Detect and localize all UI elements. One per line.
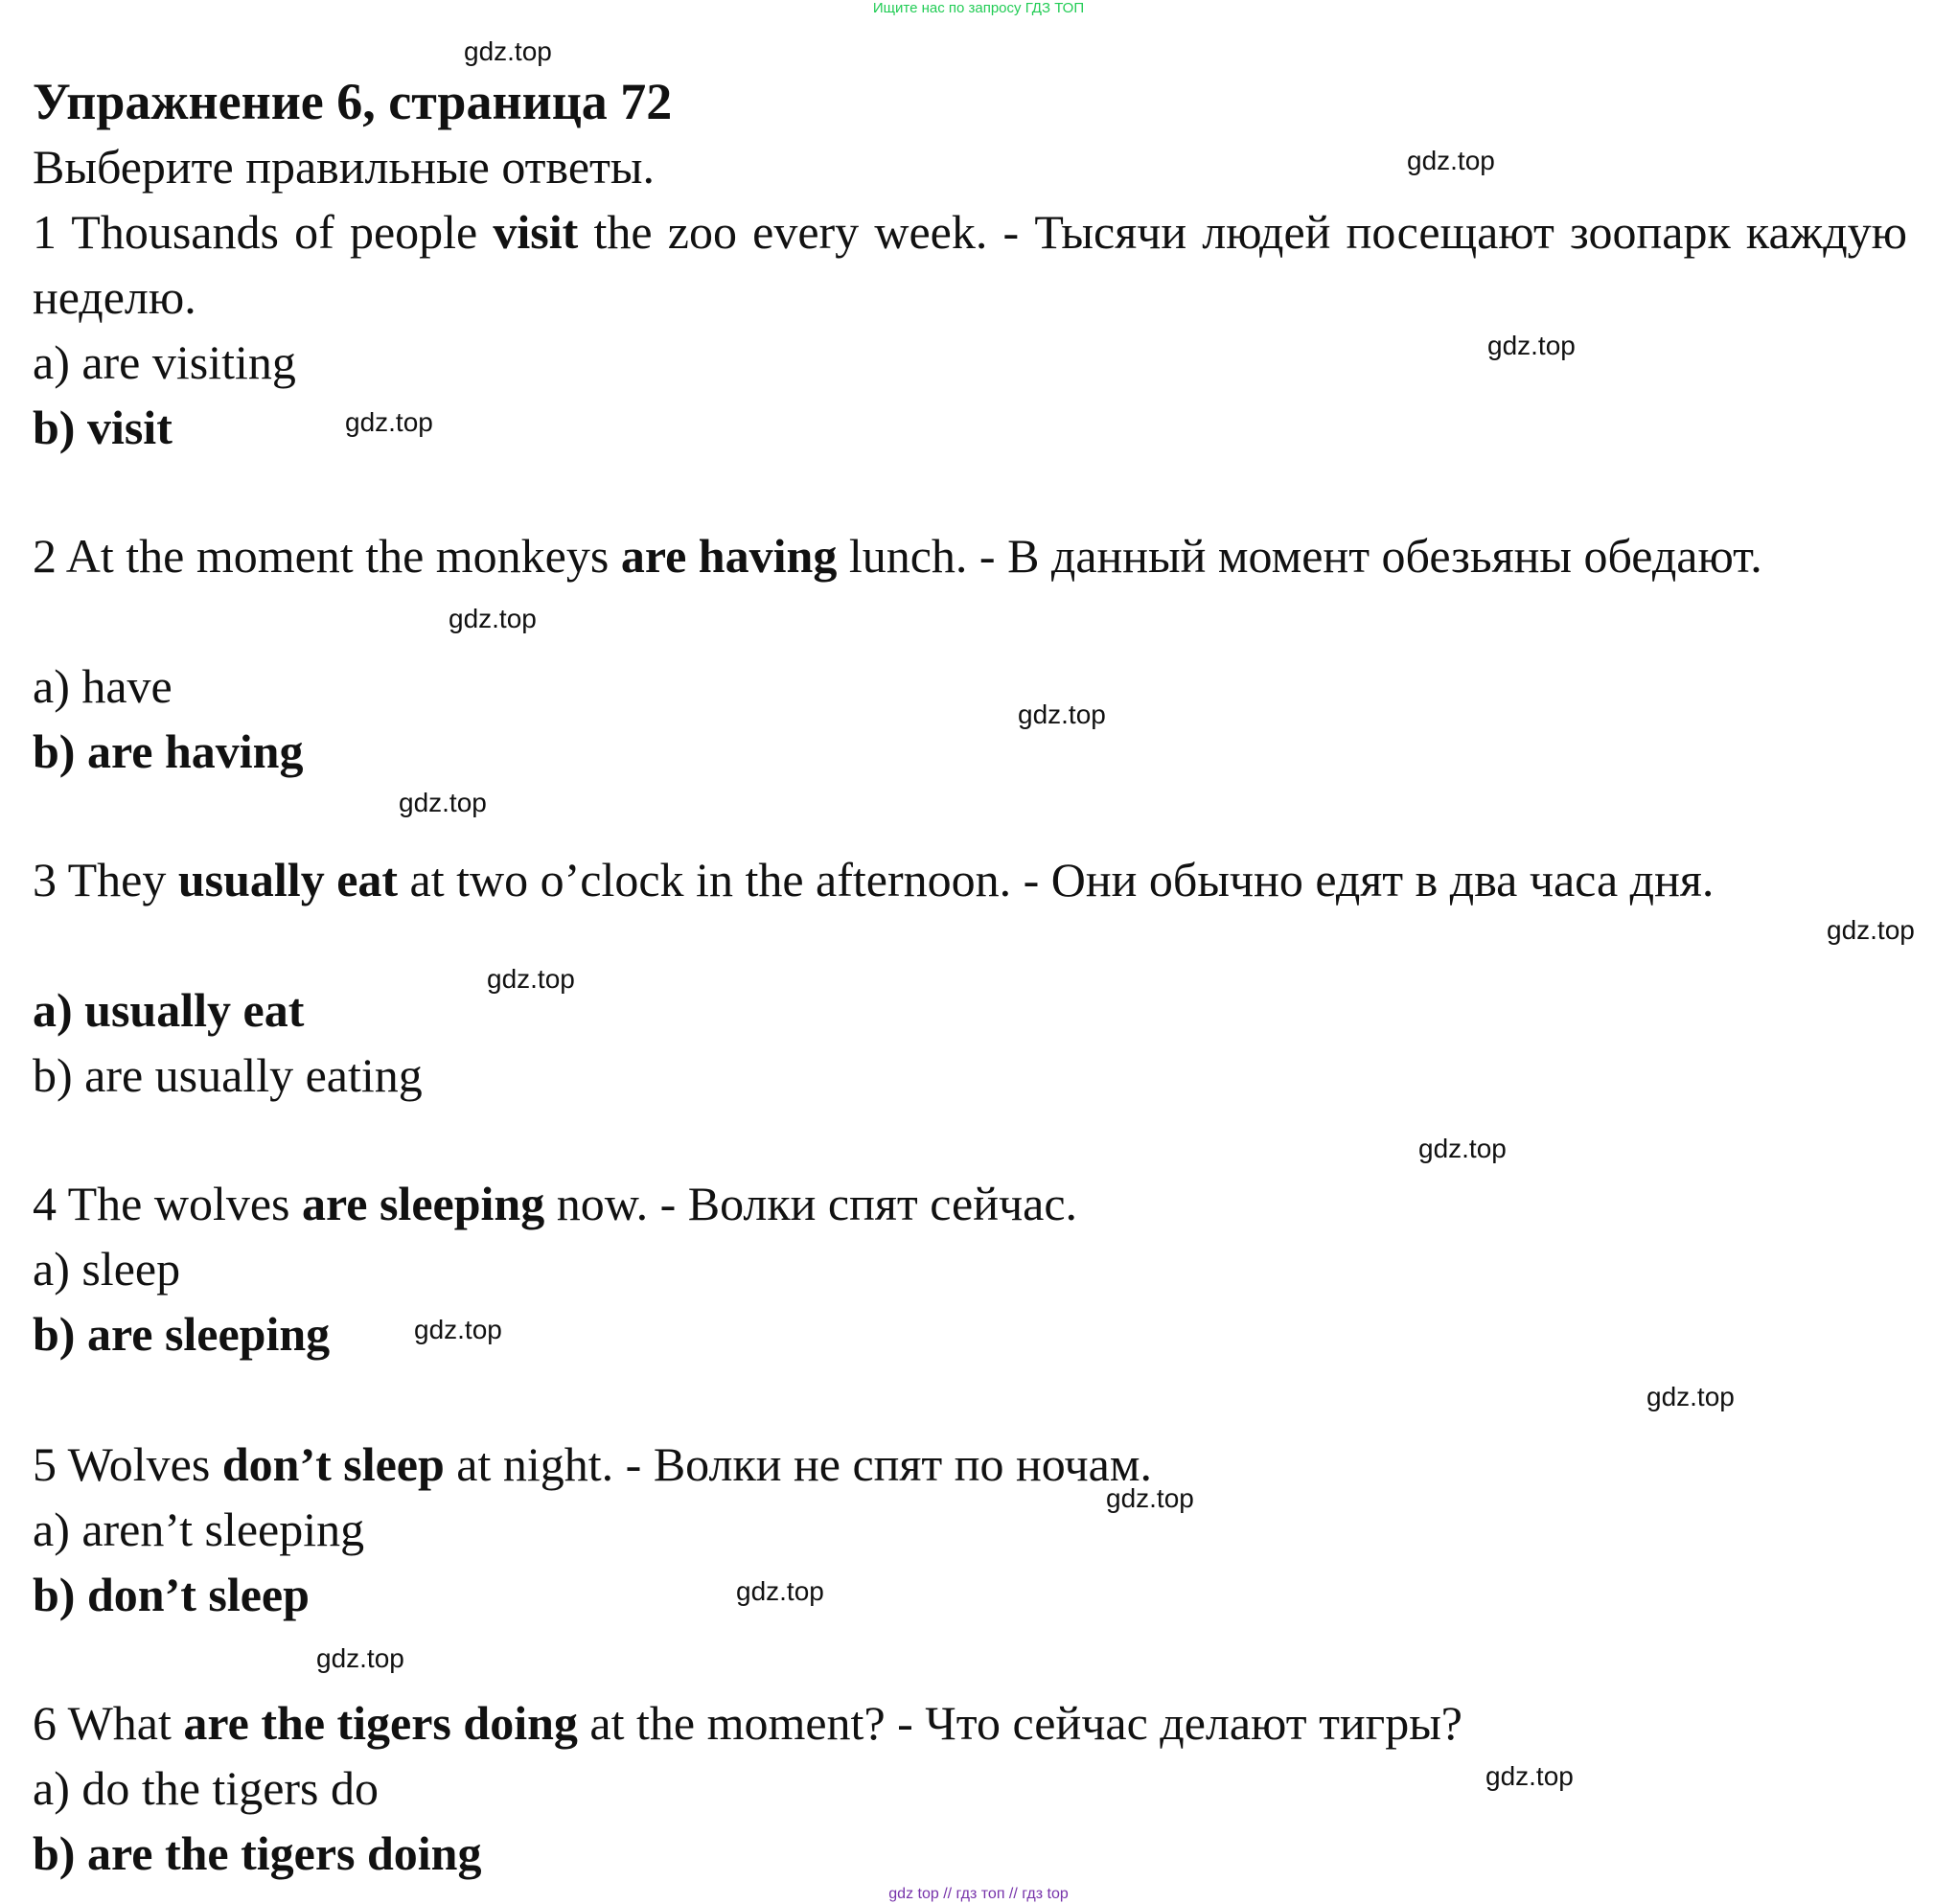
watermark: gdz.top bbox=[1106, 1483, 1194, 1513]
watermark: gdz.top bbox=[316, 1643, 404, 1673]
watermark: gdz.top bbox=[345, 407, 433, 437]
question-2-option-a: a) have bbox=[33, 659, 173, 713]
question-1-option-a: a) are visiting bbox=[33, 335, 296, 389]
answer-highlight: usually eat bbox=[177, 853, 399, 906]
question-6-option-b: b) are the tigers doing bbox=[33, 1826, 482, 1880]
watermark: gdz.top bbox=[449, 604, 537, 633]
watermark: gdz.top bbox=[1418, 1134, 1507, 1163]
watermark: gdz.top bbox=[487, 964, 575, 994]
question-6-option-a: a) do the tigers do bbox=[33, 1761, 380, 1815]
watermark: gdz.top bbox=[1018, 700, 1106, 729]
question-3-option-a: a) usually eat bbox=[33, 983, 305, 1037]
watermark: gdz.top bbox=[1485, 1761, 1574, 1791]
answer-highlight: visit bbox=[493, 205, 579, 259]
question-2-option-b: b) are having bbox=[33, 724, 304, 778]
question-4: 4 The wolves are sleeping now. - Волки спят сейчас. bbox=[33, 1177, 1078, 1230]
answer-highlight: are the tigers doing bbox=[183, 1696, 578, 1750]
watermark: gdz.top bbox=[736, 1576, 824, 1606]
question-5-option-b: b) don’t sleep bbox=[33, 1568, 310, 1621]
watermark: gdz.top bbox=[399, 788, 487, 817]
question-1: 1 Thousands of people visit the zoo every week. - Тысячи людей посещают зоопарк каждую неделю. bbox=[33, 205, 1907, 324]
question-4-option-b: b) are sleeping bbox=[33, 1307, 331, 1361]
search-banner: Ищите нас по запросу ГДЗ ТОП bbox=[872, 0, 1085, 16]
question-1-option-b: b) visit bbox=[33, 401, 173, 454]
exercise-instruction: Выберите правильные ответы. bbox=[33, 140, 655, 194]
question-3-option-b: b) are usually eating bbox=[33, 1048, 423, 1102]
question-2: 2 At the moment the monkeys are having lunch. - В данный момент обезьяны обедают. bbox=[33, 529, 1762, 583]
watermark: gdz.top bbox=[1646, 1382, 1735, 1411]
answer-highlight: don’t sleep bbox=[221, 1437, 445, 1491]
exercise-title: Упражнение 6, страница 72 bbox=[33, 73, 673, 130]
answer-highlight: are sleeping bbox=[301, 1177, 545, 1230]
watermark: gdz.top bbox=[414, 1315, 502, 1344]
question-6: 6 What are the tigers doing at the moment? - Что сейчас делают тигры? bbox=[33, 1696, 1462, 1750]
question-5: 5 Wolves don’t sleep at night. - Волки не спят по ночам. bbox=[33, 1437, 1152, 1491]
question-4-option-a: a) sleep bbox=[33, 1242, 181, 1296]
footer-links: gdz top // гдз топ // гдз top bbox=[888, 1886, 1069, 1902]
watermark: gdz.top bbox=[1407, 146, 1495, 175]
watermark: gdz.top bbox=[1487, 331, 1576, 360]
watermark: gdz.top bbox=[464, 36, 552, 66]
question-5-option-a: a) aren’t sleeping bbox=[33, 1503, 365, 1556]
answer-highlight: are having bbox=[620, 529, 838, 583]
question-3: 3 They usually eat at two o’clock in the afternoon. - Они обычно едят в два часа дня. bbox=[33, 853, 1715, 906]
watermark: gdz.top bbox=[1827, 915, 1915, 945]
